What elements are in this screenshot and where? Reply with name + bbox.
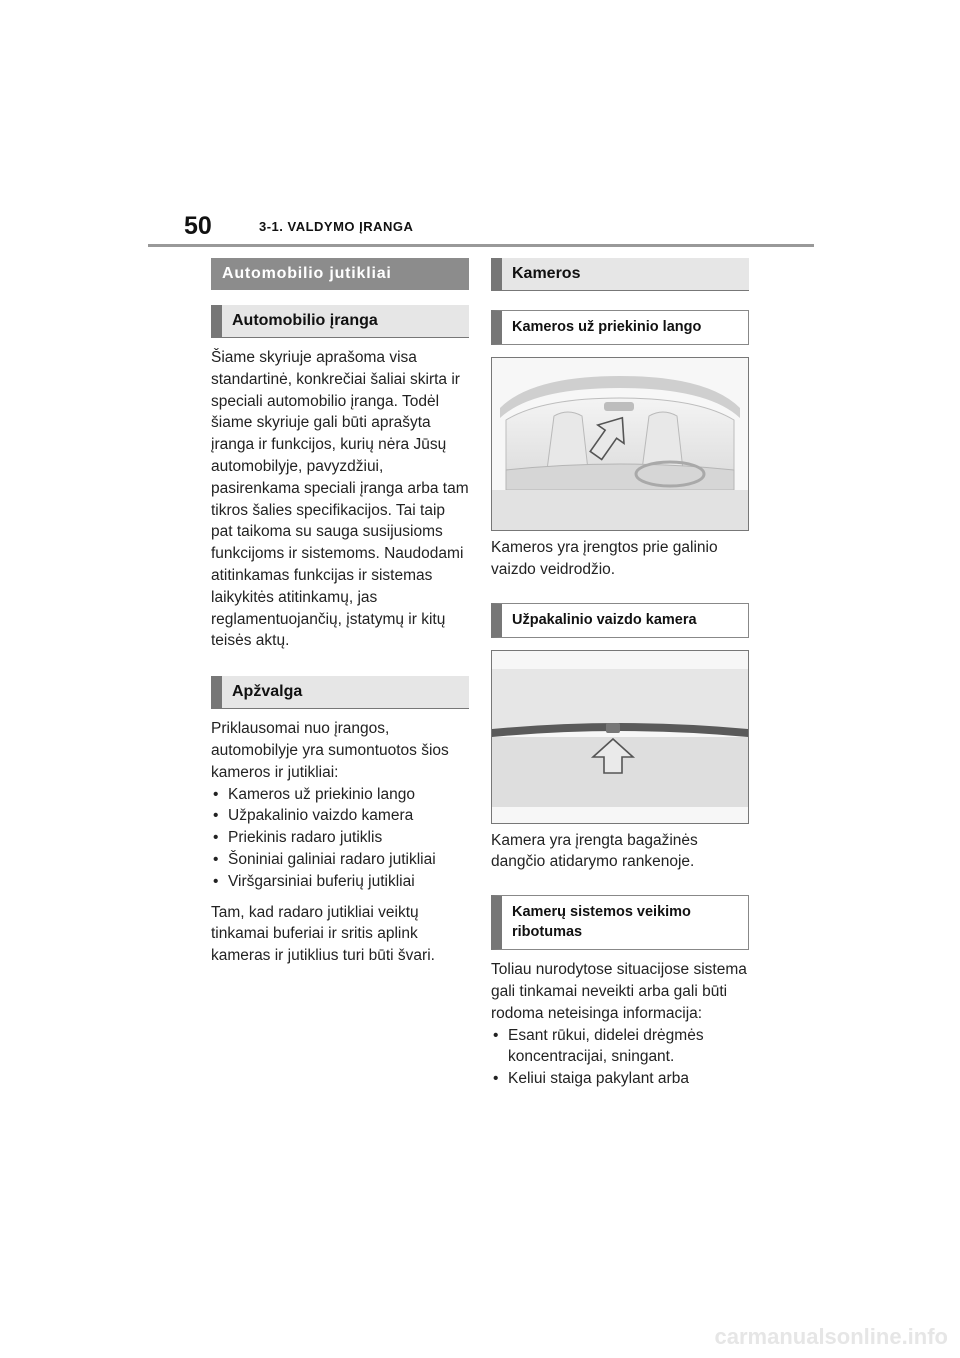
section-title-vehicle-sensors: Automobilio jutikliai	[211, 258, 469, 290]
paragraph-camera-limits: Toliau nurodytose situacijose sistema gali tinkamai neveikti arba gali būti rodoma neteisinga informacija:	[491, 961, 747, 1022]
list-item: • Užpakalinio vaizdo kamera	[211, 805, 469, 827]
rear-camera-illustration	[491, 650, 749, 824]
right-column	[491, 258, 749, 1090]
subsection-title-rear-camera: Užpakalinio vaizdo kamera	[491, 603, 749, 638]
list-item: • Šoniniai galiniai radaro jutikliai	[211, 849, 469, 871]
section-header: 3-1. VALDYMO ĮRANGA	[259, 219, 414, 234]
subsection-title-overview: Apžvalga	[211, 676, 469, 709]
paragraph-equipment: Šiame skyriuje aprašoma visa standartinė, konkrečiai šaliai skirta ir speciali automobilio įranga. Todėl šiame skyriuje gali būti aprašyta įranga ir funkcijos, kurių nėra Jūsų automobilyje, pavyzdžiui, pasirenkama speciali įranga arba tam tikros šalies specifikacijos. Tai taip pat taikoma su sauga susijusioms funkcijoms ir sistemoms. Naudodami atitinkamas funkcijas ir sistemas laikykitės atitinkamų, jas reglamentuojančių, įstatymų ir kitų teisės aktų.	[211, 349, 469, 650]
sensor-list	[211, 784, 469, 893]
subsection-title-vehicle-equipment: Automobilio įranga	[211, 305, 469, 338]
page-number: 50	[184, 212, 212, 240]
list-item: • Priekinis radaro jutiklis	[211, 827, 469, 849]
caption-rear-camera: Kamera yra įrengta bagažinės dangčio atidarymo rankenoje.	[491, 831, 698, 871]
windshield-camera-illustration	[491, 357, 749, 531]
subsection-title-camera-limits: Kamerų sistemos veikimo ribotumas	[491, 895, 749, 950]
section-title-cameras: Kameros	[491, 258, 749, 291]
caption-windshield-cameras: Kameros yra įrengtos prie galinio vaizdo veidrodžio.	[491, 539, 718, 578]
list-item: • Kameros už priekinio lango	[211, 784, 469, 806]
limits-list	[491, 1025, 749, 1090]
header-rule	[148, 244, 814, 247]
list-item: • Keliui staiga pakylant arba	[491, 1068, 749, 1090]
left-column	[211, 258, 469, 967]
subsection-title-windshield-cameras: Kameros už priekinio lango	[491, 310, 749, 345]
watermark: carmanualsonline.info	[714, 1324, 948, 1349]
paragraph-overview: Priklausomai nuo įrangos, automobilyje yra sumontuotos šios kameros ir jutikliai:	[211, 720, 449, 781]
list-item: • Viršgarsiniai buferių jutikliai	[211, 871, 469, 893]
paragraph-clean-sensors: Tam, kad radaro jutikliai veiktų tinkamai buferiai ir sritis aplink kameras ir jutiklius turi būti švari.	[211, 903, 435, 965]
list-item: • Esant rūkui, didelei drėgmės koncentracijai, sningant.	[491, 1025, 749, 1069]
